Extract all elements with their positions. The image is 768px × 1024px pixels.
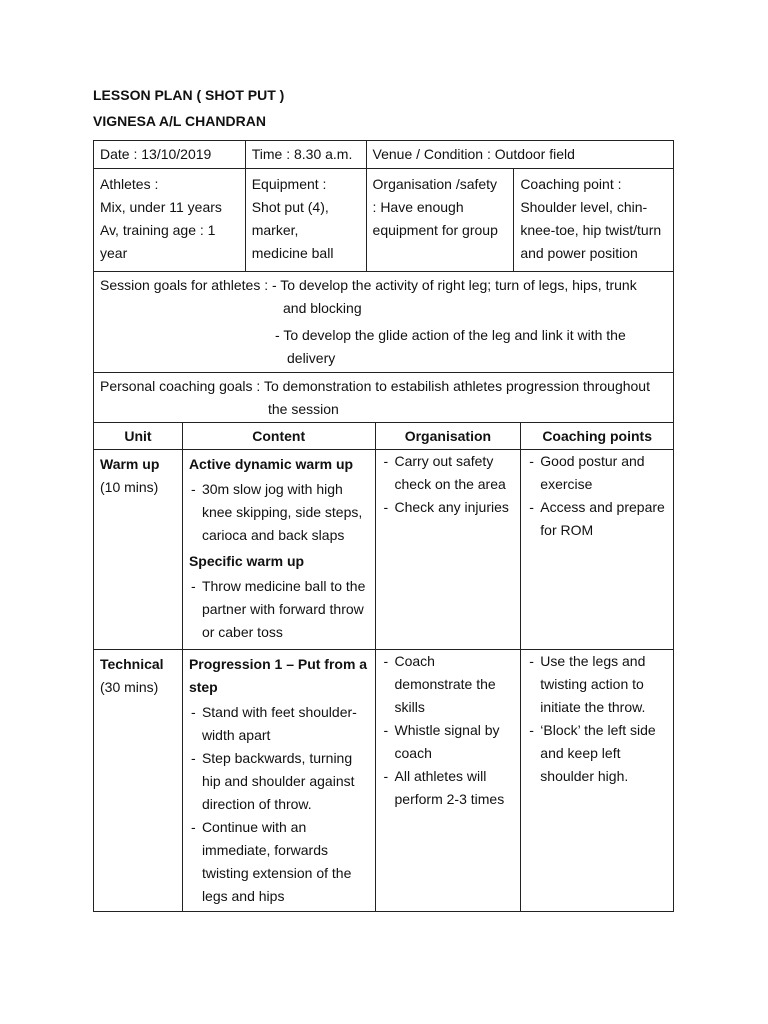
list-item: - 30m slow jog with high knee skipping, side steps, carioca and back slaps	[189, 478, 369, 547]
list-item: - Carry out safety check on the area	[382, 450, 515, 496]
list-item: - Step backwards, turning hip and shoulder against direction of throw.	[189, 747, 369, 816]
athletes-training: Av, training age : 1 year	[100, 222, 216, 261]
list-item: - Whistle signal by coach	[382, 719, 515, 765]
list-item: - Good postur and exercise	[527, 450, 667, 496]
personal-goals-cell	[94, 373, 674, 423]
equipment-label: Equipment :	[251, 176, 327, 192]
table-row	[94, 450, 674, 650]
organisation-cell	[375, 650, 521, 912]
unit-name: Warm up	[100, 456, 160, 472]
organisation-cell	[375, 450, 521, 650]
content-heading: Active dynamic warm up	[188, 456, 354, 472]
list-item: - Coach demonstrate the skills	[382, 650, 515, 719]
content-cell	[182, 450, 375, 650]
table-row	[94, 650, 674, 912]
list-item: - All athletes will perform 2-3 times	[382, 765, 515, 811]
content-cell	[182, 650, 375, 912]
session-goals-line: delivery	[287, 350, 336, 366]
venue-cell: Venue / Condition : Outdoor field	[366, 141, 673, 169]
column-header-organisation: Organisation	[375, 423, 521, 450]
coaching-point-label: Coaching point :	[520, 176, 622, 192]
session-goals-line: - To develop the glide action of the leg and link it with the	[275, 327, 626, 343]
session-goals-line: Session goals for athletes : - To develop the activity of right leg; turn of legs, hips, trunk	[100, 277, 637, 293]
equipment-item: medicine ball	[251, 245, 334, 261]
content-heading: Progression 1 – Put from a step	[188, 656, 368, 695]
list-item: - Access and prepare for ROM	[527, 496, 667, 542]
organisation-list	[382, 650, 515, 811]
organisation-cell	[366, 169, 514, 272]
equipment-item: Shot put (4),	[251, 199, 329, 215]
list-item: - Use the legs and twisting action to initiate the throw.	[527, 650, 667, 719]
coaching-points-list	[527, 650, 667, 788]
session-goals-line: and blocking	[283, 300, 362, 316]
list-item: - Continue with an immediate, forwards twisting extension of the legs and hips	[189, 816, 369, 908]
unit-duration: (30 mins)	[100, 679, 159, 695]
unit-cell	[94, 450, 183, 650]
organisation-list	[382, 450, 515, 519]
coaching-points-cell	[521, 450, 674, 650]
unit-cell	[94, 650, 183, 912]
column-header-content: Content	[182, 423, 375, 450]
content-list	[189, 575, 369, 644]
list-item: - Check any injuries	[382, 496, 515, 519]
unit-name: Technical	[100, 656, 164, 672]
date-cell: Date : 13/10/2019	[94, 141, 246, 169]
organisation-label: Organisation /safety	[372, 176, 498, 192]
column-header-unit: Unit	[94, 423, 183, 450]
session-goals-cell	[94, 272, 674, 373]
author-name: VIGNESA A/L CHANDRAN	[93, 113, 266, 129]
coaching-point-cell	[514, 169, 674, 272]
column-header-coaching-points: Coaching points	[521, 423, 674, 450]
athletes-age: Mix, under 11 years	[100, 199, 222, 215]
equipment-cell	[245, 169, 366, 272]
time-cell: Time : 8.30 a.m.	[245, 141, 366, 169]
personal-goals-line: Personal coaching goals : To demonstration to estabilish athletes progression throughout	[100, 378, 650, 394]
document-title: LESSON PLAN ( SHOT PUT )	[93, 87, 285, 103]
coaching-points-list	[527, 450, 667, 542]
athletes-label: Athletes :	[100, 176, 159, 192]
equipment-item: marker,	[251, 222, 299, 238]
personal-goals-line: the session	[268, 401, 339, 417]
session-goal-text: To develop the glide action of the leg and link it with the	[283, 327, 626, 343]
lesson-info-table	[93, 140, 674, 423]
unit-duration: (10 mins)	[100, 479, 159, 495]
list-item: - Throw medicine ball to the partner with forward throw or caber toss	[189, 575, 369, 644]
lesson-plan-table	[93, 422, 674, 912]
coaching-point-text: Shoulder level, chin-knee-toe, hip twist/turn and power position	[520, 199, 662, 261]
athletes-cell	[94, 169, 246, 272]
coaching-points-cell	[521, 650, 674, 912]
organisation-text: : Have enough equipment for group	[372, 199, 498, 238]
content-list	[189, 701, 369, 908]
list-item: - ‘Block’ the left side and keep left shoulder high.	[527, 719, 667, 788]
list-item: - Stand with feet shoulder-width apart	[189, 701, 369, 747]
content-list	[189, 478, 369, 547]
content-heading: Specific warm up	[188, 553, 305, 569]
